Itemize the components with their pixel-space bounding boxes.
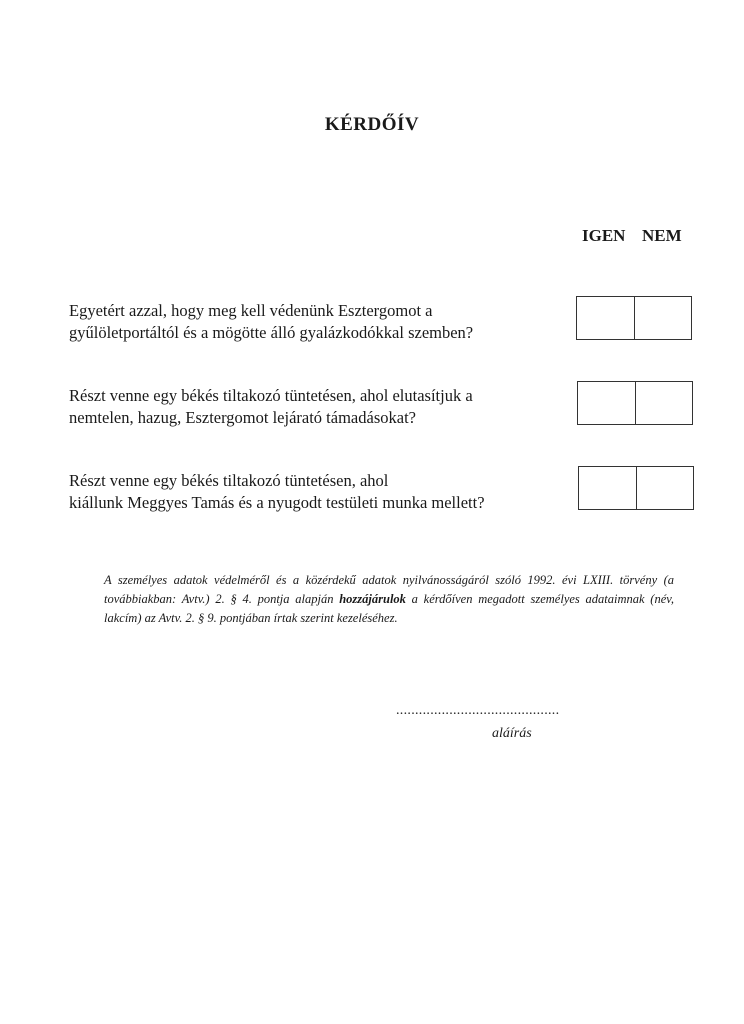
question-1-answer-boxes — [576, 296, 692, 340]
question-2-answer-boxes — [577, 381, 693, 425]
question-3 — [69, 470, 569, 514]
question-3-answer-boxes — [578, 466, 694, 510]
question-1-no-checkbox[interactable] — [635, 297, 692, 339]
form-title: KÉRDŐÍV — [324, 114, 420, 135]
question-1-line-2: gyűlöletportáltól és a mögötte álló gyalázkodókkal szemben? — [69, 323, 474, 342]
question-2-no-checkbox[interactable] — [636, 382, 693, 424]
question-2-yes-checkbox[interactable] — [578, 382, 636, 424]
consent-text-bold: hozzájárulok — [339, 592, 406, 606]
question-2-line-2: nemtelen, hazug, Esztergomot lejárató támadásokat? — [69, 408, 416, 427]
consent-text-before: A személyes adatok védelméről és a közérdekű adatok nyilvánosságáról szóló 1992. évi LXIII. törvény (a továbbiakban: Avtv.) 2. § 4. pontja alapján — [104, 573, 674, 606]
signature-line[interactable]: ........................................... — [396, 703, 560, 718]
yes-column-header: IGEN — [582, 226, 626, 245]
question-1 — [69, 300, 569, 344]
no-column-header: NEM — [642, 226, 682, 245]
question-3-line-1: Részt venne egy békés tiltakozó tüntetésen, ahol — [69, 471, 389, 490]
question-3-line-2: kiállunk Meggyes Tamás és a nyugodt testületi munka mellett? — [69, 493, 485, 512]
question-1-yes-checkbox[interactable] — [577, 297, 635, 339]
signature-label: aláírás — [492, 726, 532, 741]
consent-text-after: a kérdőíven megadott személyes adataimnak (név, lakcím) az Avtv. 2. § 9. pontjában írtak szerint kezeléséhez. — [104, 592, 674, 625]
question-1-line-1: Egyetért azzal, hogy meg kell védenünk Esztergomot a — [69, 301, 433, 320]
question-2-line-1: Részt venne egy békés tiltakozó tüntetésen, ahol elutasítjuk a — [69, 386, 473, 405]
question-3-yes-checkbox[interactable] — [579, 467, 637, 509]
data-consent-statement — [104, 571, 674, 628]
question-3-no-checkbox[interactable] — [637, 467, 694, 509]
question-2 — [69, 385, 569, 429]
